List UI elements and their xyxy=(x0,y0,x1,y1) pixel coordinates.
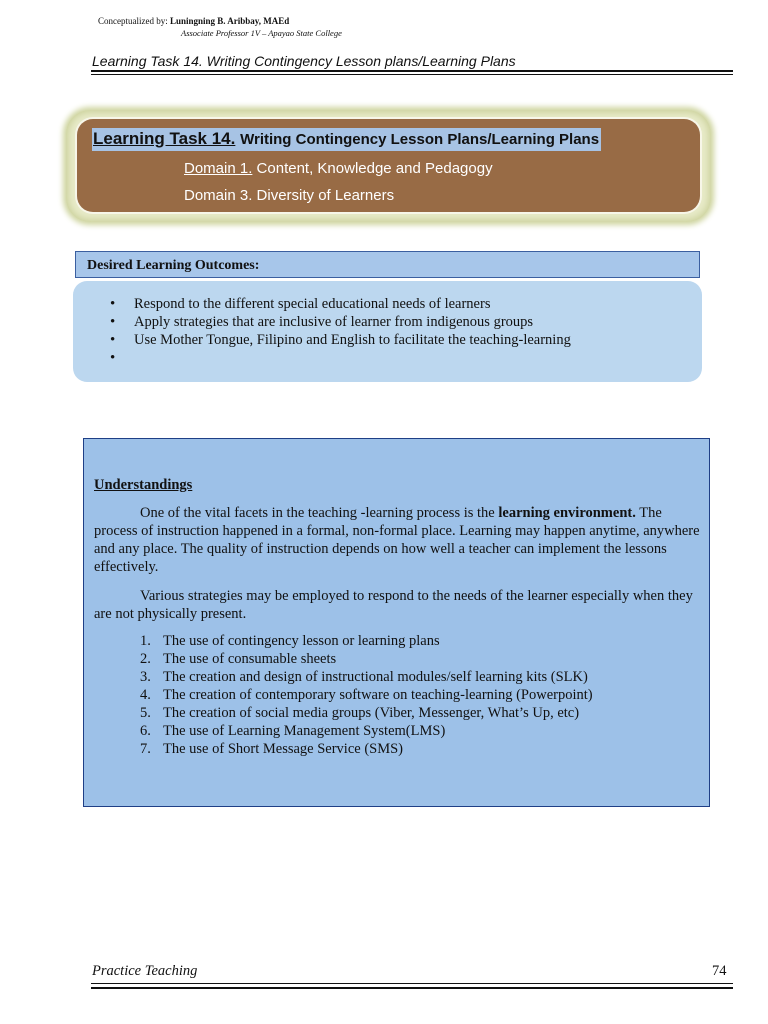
strategy-number: 7. xyxy=(140,741,151,757)
strategy-text: The use of consumable sheets xyxy=(163,651,337,667)
strategy-number: 6. xyxy=(140,723,151,739)
understandings-paragraph-2: Various strategies may be employed to respond to the needs of the learner especially when they are not physically present. xyxy=(94,588,693,622)
footer-rule xyxy=(91,987,733,989)
para1-emphasis: learning environment. xyxy=(498,505,636,521)
strategy-item xyxy=(140,704,593,722)
page-number: 74 xyxy=(712,963,727,979)
task-title-text: Writing Contingency Lesson Plans/Learning Plans xyxy=(240,131,600,148)
strategy-number: 1. xyxy=(140,633,151,649)
header-rule-thin xyxy=(91,74,733,75)
outcomes-list xyxy=(108,295,571,367)
strategy-number: 5. xyxy=(140,705,151,721)
strategy-item xyxy=(140,740,593,758)
strategies-list xyxy=(140,632,593,758)
domain-1-label: Domain 1. xyxy=(184,160,253,177)
header-rule xyxy=(91,70,733,72)
strategy-item xyxy=(140,686,593,704)
footer-course-title: Practice Teaching xyxy=(92,963,198,979)
strategy-number: 4. xyxy=(140,687,151,703)
understandings-title: Understandings xyxy=(94,477,193,493)
outcome-item: • Respond to the different special educational needs of learners xyxy=(108,295,571,313)
strategy-text: The use of contingency lesson or learning plans xyxy=(163,633,440,649)
strategy-text: The creation and design of instructional modules/self learning kits (SLK) xyxy=(163,669,588,685)
domain-1-text: Content, Knowledge and Pedagogy xyxy=(256,160,493,177)
outcomes-heading: Desired Learning Outcomes: xyxy=(75,251,700,278)
domain-1 xyxy=(184,160,493,177)
strategy-item xyxy=(140,722,593,740)
domain-3: Domain 3. Diversity of Learners xyxy=(184,187,395,204)
strategy-item xyxy=(140,650,593,668)
strategy-number: 2. xyxy=(140,651,151,667)
concept-credit xyxy=(98,16,289,27)
concept-label: Conceptualized by: xyxy=(98,16,168,26)
task-label: Learning Task 14. xyxy=(93,129,236,148)
outcome-item: • Apply strategies that are inclusive of learner from indigenous groups xyxy=(108,313,571,331)
author-role: Associate Professor 1V – Apayao State College xyxy=(181,28,342,38)
strategy-text: The creation of social media groups (Viber, Messenger, What’s Up, etc) xyxy=(163,705,580,721)
outcome-item: • Use Mother Tongue, Filipino and English to facilitate the teaching-learning xyxy=(108,331,571,349)
author-name: Luningning B. Aribbay, MAEd xyxy=(169,16,290,26)
understandings-paragraph-1 xyxy=(94,504,704,576)
task-title xyxy=(92,128,601,151)
running-title: Learning Task 14. Writing Contingency Lesson plans/Learning Plans xyxy=(92,53,516,69)
strategy-item xyxy=(140,632,593,650)
strategy-text: The creation of contemporary software on teaching-learning (Powerpoint) xyxy=(163,687,593,703)
outcome-item xyxy=(108,349,571,367)
para1-text-rest: The process of instruction happened in a formal, non-formal place. Learning may happen anytime, anywhere and any place. The quality of instruction depends on how well a teacher can implement the lessons effectively. xyxy=(94,505,700,575)
strategy-item xyxy=(140,668,593,686)
para1-text: One of the vital facets in the teaching -learning process is the xyxy=(140,505,499,521)
footer-rule-thin xyxy=(91,983,733,984)
strategy-text: The use of Short Message Service (SMS) xyxy=(163,741,404,757)
strategy-number: 3. xyxy=(140,669,151,685)
strategy-text: The use of Learning Management System(LMS) xyxy=(163,723,446,739)
